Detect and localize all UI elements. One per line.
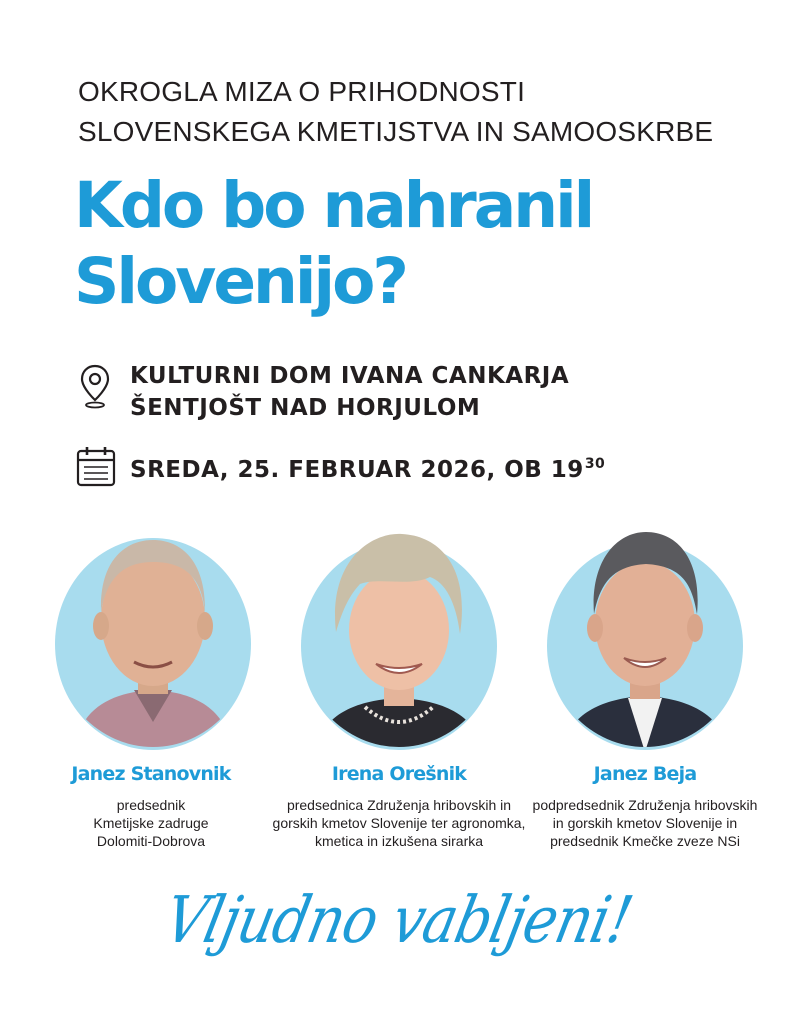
headline-line-2: Slovenijo?	[74, 245, 406, 318]
speaker-3-role: podpredsednik Združenja hribovskih in gorskih kmetov Slovenije in predsednik Kmečke zveze NSi	[532, 797, 758, 849]
subtitle-line-1: OKROGLA MIZA O PRIHODNOSTI	[78, 76, 526, 107]
closing-invitation: Vljudno vabljeni!	[158, 883, 638, 958]
event-date: SREDA, 25. FEBRUAR 2026, OB $19^{30}$	[130, 456, 606, 483]
speaker-2-role: predsednica Združenja hribovskih in gorskih kmetov Slovenije ter agronomka, kmetica in izkušena sirarka	[272, 797, 526, 849]
location-line-1: KULTURNI DOM IVANA CANKARJA	[130, 363, 570, 389]
speaker-1-role: predsednik Kmetijske zadruge Dolomiti-Dobrova	[93, 797, 209, 849]
speaker-2-photo	[300, 522, 498, 752]
speaker-3-photo	[546, 522, 744, 752]
calendar-icon	[76, 445, 116, 487]
subtitle-line-2: SLOVENSKEGA KMETIJSTVA IN SAMOOSKRBE	[78, 116, 714, 147]
event-time-minutes: 30	[584, 456, 606, 472]
speaker-2-name: Irena Orešnik	[331, 763, 467, 785]
speaker-3-name: Janez Beja	[593, 763, 697, 785]
headline-line-1: Kdo bo nahranil	[74, 169, 593, 242]
speaker-1-name: Janez Stanovnik	[71, 763, 231, 785]
location-line-2: ŠENTJOŠT NAD HORJULOM	[130, 395, 481, 421]
speaker-1-photo	[54, 522, 252, 752]
map-pin-icon	[80, 364, 110, 410]
